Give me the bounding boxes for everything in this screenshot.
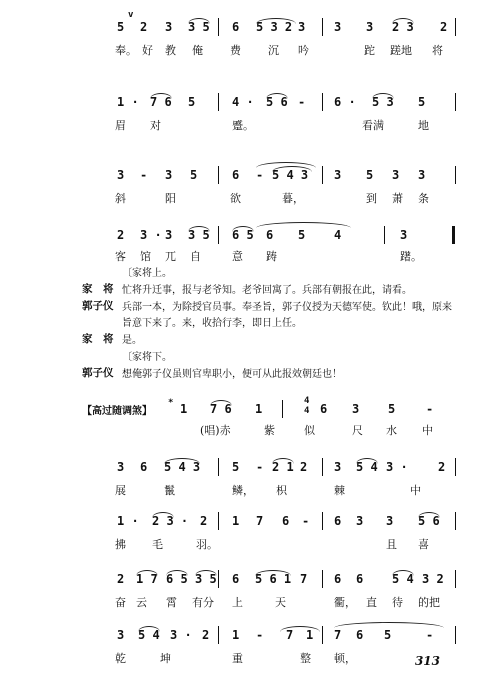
stage-direction: 〔家将下。: [122, 352, 172, 363]
tune-label: 【高过随调煞】: [82, 406, 152, 417]
speaker-label: 郭子仪: [82, 367, 114, 379]
speaker-label: 家 将: [82, 283, 114, 295]
notes-row: 5 v 2 3 3 5 6 5 3 2 3 3 3 2 3 2: [0, 20, 498, 36]
dialogue-text: 是。: [122, 335, 142, 346]
lyrics-row: 奉。 好 教 俺 费 沉 吟 跎 蹉地 将: [115, 44, 443, 57]
dialogue-text: 旨意下来了。来，收拾行李，即日上任。: [122, 318, 302, 329]
speaker-label: 郭子仪: [82, 300, 114, 312]
dialogue-text: 想俺郭子仪虽则官卑职小，便可从此报效朝廷也！: [122, 369, 342, 380]
page-number: 313: [414, 654, 440, 668]
speaker-label: 家 将: [82, 333, 114, 345]
stage-direction: 〔家将上。: [122, 268, 172, 279]
dialogue-text: 兵部一本，为除授官员事。奉圣旨，郭子仪授为天德军使。钦此！哦，原来: [122, 302, 452, 313]
dialogue-text: 忙将升迁事，报与老爷知。老爷回寓了。兵部有朝报在此，请看。: [122, 285, 412, 296]
